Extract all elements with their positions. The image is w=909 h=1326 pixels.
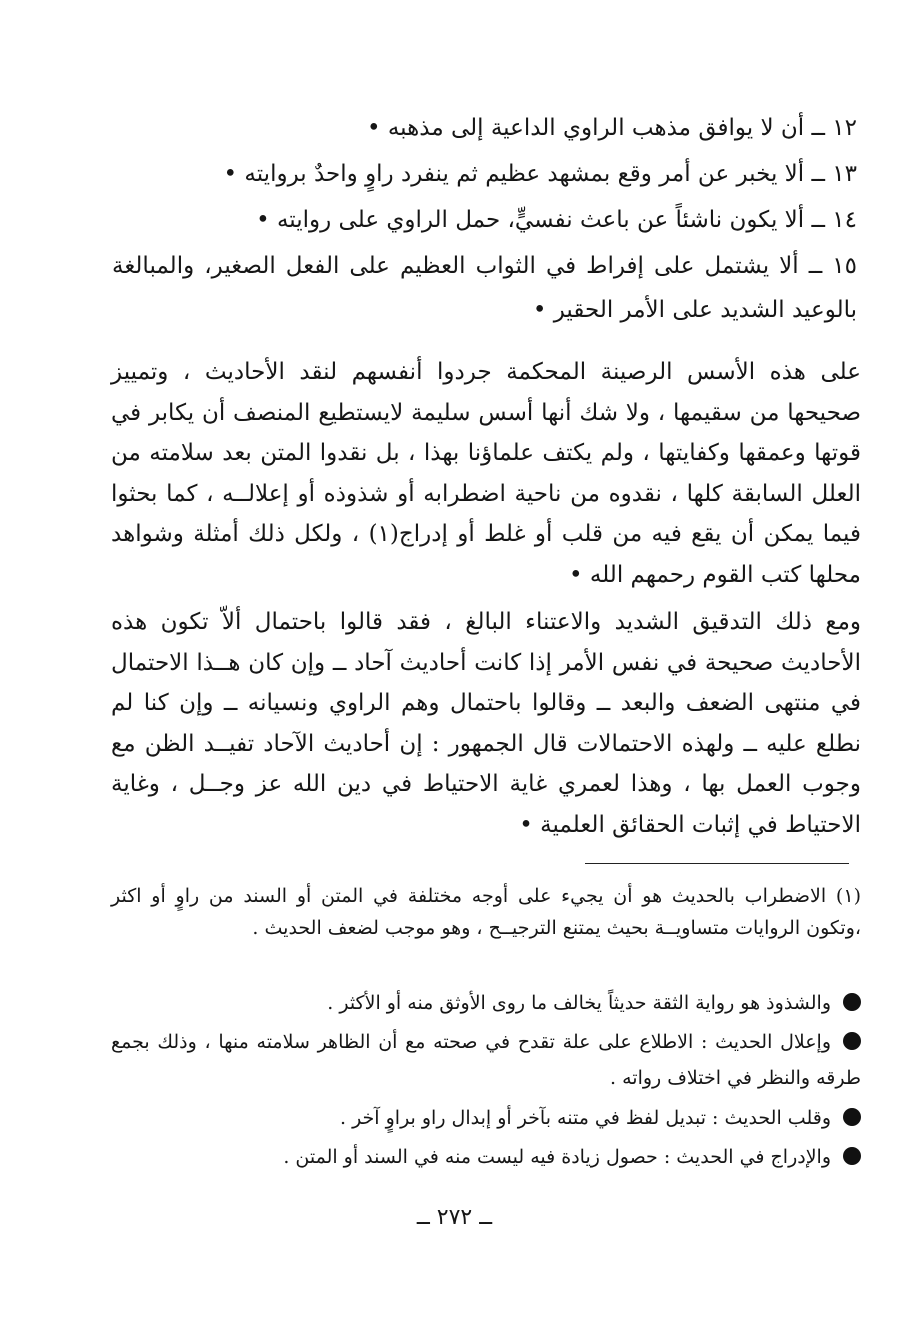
bullet-text: وقلب الحديث : تبديل لفظ في متنه بآخر أو إبدال راو براوٍ آخر .: [339, 1107, 831, 1129]
bullet-item-shudhudh: [111, 985, 861, 1021]
bullet-text: وإعلال الحديث : الاطلاع على علة تقدح في صحته مع أن الظاهر سلامته منها ، وذلك بجمع طرقه والنظر في اختلاف رواته .: [111, 1031, 861, 1089]
footnote: (١) الاضطراب بالحديث هو أن يجيء على أوجه مختلفة في المتن أو السند من راوٍ أو اكثر ،وتكون الروايات متساويــة بحيث يمتنع الترجيــح ، وهو موجب لضعف الحديث .: [111, 885, 861, 939]
rule-item-14: ١٤ ــ ألا يكون ناشئاً عن باعث نفسيٍّ، حمل الراوي على روايته •: [256, 207, 857, 233]
bullet-icon: [843, 993, 861, 1011]
bullet-text: والشذوذ هو رواية الثقة حديثاً يخالف ما روى الأوثق منه أو الأكثر .: [327, 992, 831, 1014]
footnote-divider: [585, 863, 849, 864]
rule-item-12: ١٢ ــ أن لا يوافق مذهب الراوي الداعية إلى مذهبه •: [366, 115, 857, 141]
bullet-icon: [843, 1108, 861, 1126]
bullet-item-idraj: [111, 1139, 861, 1175]
bullet-icon: [843, 1032, 861, 1050]
bullet-item-ilal: [111, 1024, 861, 1096]
rule-item-15: ١٥ ــ ألا يشتمل على إفراط في الثواب العظيم على الفعل الصغير، والمبالغة بالوعيد الشديد على الأمر الحقير •: [112, 253, 857, 323]
bullet-icon: [843, 1147, 861, 1165]
bullet-text: والإدراج في الحديث : حصول زيادة فيه ليست منه في السند أو المتن .: [283, 1146, 831, 1168]
paragraph-criticism: على هذه الأسس الرصينة المحكمة جردوا أنفسهم لنقد الأحاديث ، وتمييز صحيحها من سقيمها ، ولا شك أنها أسس سليمة لايستطيع المنصف أن يكابر في قوتها وعمقها وكفايتها ، ولم يكتف علماؤنا بهذا ، بل نقدوا المتن بعد سلامته من العلل السابقة كلها ، نقدوه من ناحية اضطرابه أو شذوذه أو إعلالــه ، كما بحثوا فيما يمكن أن يقع فيه من قلب أو غلط أو إدراج(١) ، ولكل ذلك أمثلة وشواهد محلها كتب القوم رحمهم الله •: [111, 359, 861, 588]
paragraph-caution: ومع ذلك التدقيق الشديد والاعتناء البالغ ، فقد قالوا باحتمال ألاّ تكون هذه الأحاديث صحيحة في نفس الأمر إذا كانت أحاديث آحاد ــ وإن كان هــذا الاحتمال في منتهى الضعف والبعد ــ وقالوا باحتمال وهم الراوي ونسيانه ــ وإن كنا لم نطلع عليه ــ ولهذه الاحتمالات قال الجمهور : إن أحاديث الآحاد تفيــد الظن مع وجوب العمل بها ، وهذا لعمري غاية الاحتياط في دين الله عز وجــل ، وغاية الاحتياط في إثبات الحقائق العلمية •: [111, 609, 861, 838]
page-number: ــ ٢٧٢ ــ: [416, 1205, 493, 1230]
bullet-item-qalb: [111, 1100, 861, 1136]
rule-item-13: ١٣ ــ ألا يخبر عن أمر وقع بمشهد عظيم ثم ينفرد راوٍ واحدٌ بروايته •: [223, 161, 857, 187]
